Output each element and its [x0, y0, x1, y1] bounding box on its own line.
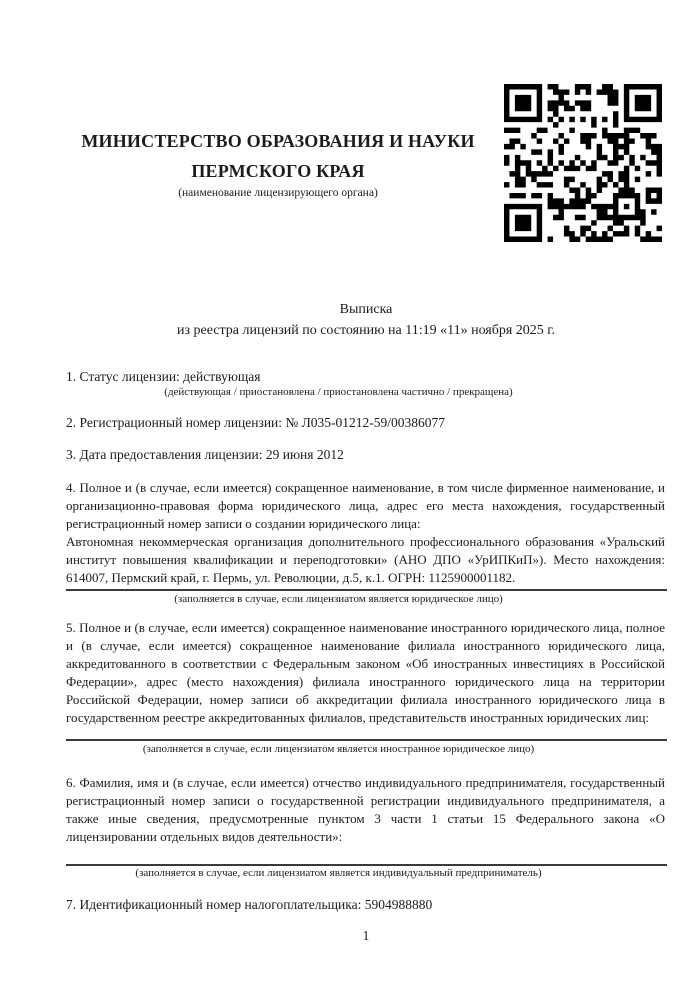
fill-in-rule [66, 739, 667, 741]
field-license-status: 1. Статус лицензии: действующая [66, 369, 261, 384]
field-legal-entity-label: 4. Полное и (в случае, если имеется) сокращенное наименование, в том числе фирменное наименование, и организационно-правовая форма юридического лица, адрес его места нахождения, государственный регистрационный номер записи о создании юридического лица: [66, 480, 665, 531]
field-legal-entity-value: Автономная некоммерческая организация дополнительного профессионального образования «Уральский институт повышения квалификации и переподготовки» (АНО ДПО «УрИПКиП»). Место нахождения: 614007, Пермский край, г. Пермь, ул. Революции, д.5, к.1. ОГРН: 1125900001182. [66, 534, 665, 585]
field-taxpayer-inn: 7. Идентификационный номер налогоплательщика: 5904988880 [66, 897, 433, 912]
field-individual-entrepreneur [66, 774, 665, 846]
fill-in-rule [66, 589, 667, 591]
field-registration-number: 2. Регистрационный номер лицензии: № Л035-01212-59/00386077 [66, 415, 446, 430]
field-individual-entrepreneur-caption: (заполняется в случае, если лицензиатом является индивидуальный предприниматель) [135, 867, 542, 879]
authority-name-caption: (наименование лицензирующего органа) [178, 187, 378, 199]
field-foreign-entity [66, 619, 665, 727]
field-foreign-entity-label: 5. Полное и (в случае, если имеется) сокращенное наименование иностранного юридического лица, полное и (в случае, если имеется) сокращенное наименование филиала иностранного юридического лица, аккредитованного в соответствии с Федеральным законом «Об иностранных инвестициях в Российской Федерации», адрес (место нахождения) филиала иностранного юридического лица на территории Российской Федерации, номер записи об аккредитации филиала иностранного юридического лица в государственном реестре аккредитованных филиалов, представительств иностранных юридических лиц: [66, 620, 665, 725]
title-line2: из реестра лицензий по состоянию на 11:19 «11» ноября 2025 г. [177, 323, 555, 338]
field-legal-entity [66, 479, 665, 587]
page-number: 1 [362, 928, 370, 943]
field-legal-entity-caption: (заполняется в случае, если лицензиатом является юридическое лицо) [174, 593, 503, 605]
qr-code-icon [504, 84, 662, 242]
field-license-grant-date: 3. Дата предоставления лицензии: 29 июня 2012 [66, 447, 344, 462]
licensing-authority-header [66, 126, 490, 200]
authority-name-line2: ПЕРМСКОГО КРАЯ [191, 161, 365, 181]
title-line1: Выписка [339, 302, 393, 317]
authority-name-line1: МИНИСТЕРСТВО ОБРАЗОВАНИЯ И НАУКИ [81, 131, 475, 151]
fill-in-rule [66, 864, 667, 866]
field-individual-entrepreneur-label: 6. Фамилия, имя и (в случае, если имеется) отчество индивидуального предпринимателя, государственный регистрационный номер записи о государственной регистрации индивидуального предпринимателя, а также иные сведения, предусмотренные пунктом 3 части 1 статьи 15 Федерального закона «О лицензировании отдельных видов деятельности»: [66, 775, 665, 844]
field-license-status-caption: (действующая / приостановлена / приостановлена частично / прекращена) [164, 386, 513, 398]
document-title [66, 299, 666, 341]
field-foreign-entity-caption: (заполняется в случае, если лицензиатом является иностранное юридическое лицо) [142, 743, 535, 755]
